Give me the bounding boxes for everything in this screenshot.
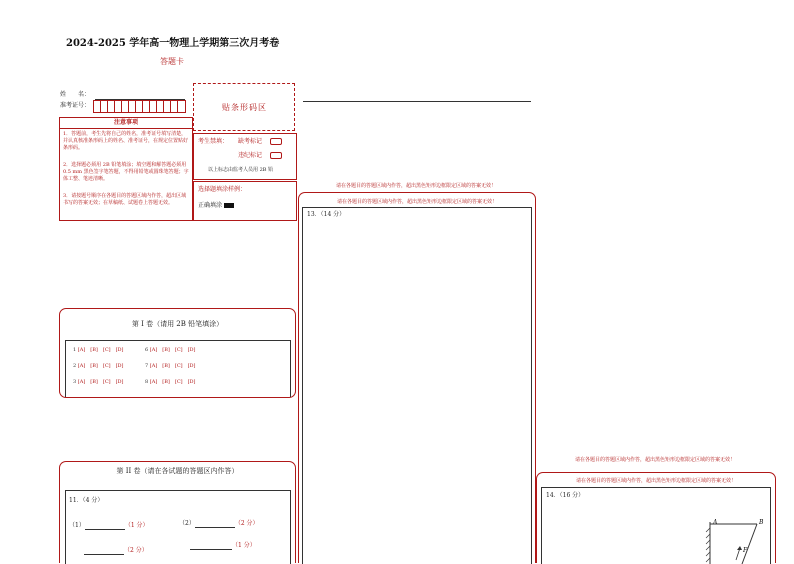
- top-rule: [303, 101, 531, 102]
- label-b: B: [759, 519, 764, 526]
- notes-item-1: 1．答题前，考生先将自己的姓名，准考证号填写清楚，并认真核准条形码上的姓名、准考证号，在规定位置贴好条形码。: [63, 131, 189, 151]
- q13-warning-inside: 请在各题目的答题区域内作答，超出黑色矩形边框限定区域的答案无效！: [336, 199, 497, 205]
- q11-answer-box: [65, 490, 291, 564]
- label-f: F: [743, 547, 748, 554]
- notes-item-2: 2．选择题必须用 2B 铅笔填涂；填空题和解答题必须用 0.5 mm 黑色签字笔答题，不得用铅笔或圆珠笔答题；字体工整、笔迹清晰。: [63, 162, 189, 182]
- question-number: 3: [73, 379, 77, 385]
- filled-bubble-icon: [224, 203, 234, 208]
- question-number: 6: [145, 347, 149, 353]
- q11-label: 11．（4 分）: [69, 497, 104, 504]
- barcode-label: 贴条形码区: [222, 103, 267, 112]
- q11-part-2[interactable]: [179, 519, 259, 528]
- question-number: 8: [145, 379, 149, 385]
- q13-warning-outside: 请在各题目的答题区域内作答，超出黑色矩形边框限定区域的答案无效！: [335, 183, 496, 189]
- q13-answer-box[interactable]: [302, 207, 532, 564]
- q11-blank-1[interactable]: [85, 521, 125, 530]
- id-label: 准考证号：: [60, 102, 91, 109]
- fill-example-box: [193, 181, 297, 221]
- exam-id-field[interactable]: [93, 100, 186, 113]
- q11-blank-3[interactable]: [84, 546, 124, 555]
- answer-row-3[interactable]: [73, 379, 124, 386]
- status-note: 以上标志由监考人员用 2B 铅: [208, 167, 274, 173]
- page-title: 2024-2025 学年高一物理上学期第三次月考卷: [66, 38, 280, 49]
- q11-score-3: （2 分）: [124, 547, 148, 554]
- absent-checkbox[interactable]: [270, 138, 282, 145]
- answer-card-subtitle: 答题卡: [160, 57, 184, 66]
- q11-part-3[interactable]: [84, 546, 148, 555]
- section-2-title: 第 II 卷（请在各试题的答题区内作答）: [116, 467, 239, 475]
- answer-row-8[interactable]: [145, 379, 196, 386]
- violation-mark-label: 违纪标记: [238, 152, 263, 159]
- violation-mark[interactable]: [238, 152, 282, 160]
- answer-row-7[interactable]: [145, 363, 196, 370]
- q11-blank-4[interactable]: [190, 541, 232, 550]
- barcode-area: [193, 83, 295, 131]
- answer-options[interactable]: [A] [B] [C] [D]: [149, 379, 196, 385]
- q11-part-1[interactable]: [69, 521, 149, 530]
- q14-answer-box[interactable]: [541, 487, 771, 564]
- section-1-box: [59, 308, 296, 398]
- answer-options[interactable]: [A] [B] [C] [D]: [77, 379, 124, 385]
- question-number: 1: [73, 347, 77, 353]
- notes-title: 注意事项: [113, 119, 138, 126]
- correct-fill-label: 正确填涂: [198, 202, 223, 209]
- answer-options[interactable]: [A] [B] [C] [D]: [149, 347, 196, 353]
- q11-score-1: （1 分）: [124, 522, 149, 529]
- notes-title-rule: [60, 128, 192, 129]
- q11-part-1-label: （1）: [69, 522, 85, 529]
- q14-outer-box: [536, 472, 776, 563]
- q11-blank-2[interactable]: [195, 519, 235, 528]
- q11-part-2-label: （2）: [179, 520, 195, 527]
- section-2-box: [59, 461, 296, 563]
- correct-fill: [198, 202, 234, 210]
- answer-options[interactable]: [A] [B] [C] [D]: [77, 363, 124, 369]
- q14-warning-outside: 请在各题目的答题区域内作答，超出黑色矩形边框限定区域的答案无效！: [574, 457, 735, 463]
- answer-row-6[interactable]: [145, 347, 196, 354]
- choice-grid: [65, 340, 291, 397]
- label-a: A: [713, 519, 718, 526]
- fill-example-label: 选择题填涂样例：: [198, 186, 247, 193]
- answer-options[interactable]: [A] [B] [C] [D]: [77, 347, 124, 353]
- notes-box: [59, 117, 193, 221]
- answer-options[interactable]: [A] [B] [C] [D]: [149, 363, 196, 369]
- q14-label: 14．（16 分）: [546, 492, 585, 499]
- answer-row-2[interactable]: [73, 363, 124, 370]
- status-box: [193, 133, 297, 180]
- q13-outer-box: [298, 192, 536, 563]
- q14-warning-inside: 请在各题目的答题区域内作答，超出黑色矩形边框限定区域的答案无效！: [575, 478, 736, 484]
- q13-label: 13．（14 分）: [307, 211, 346, 218]
- wall-bracket-figure: [704, 518, 768, 564]
- violation-checkbox[interactable]: [270, 152, 282, 159]
- question-number: 2: [73, 363, 77, 369]
- answer-row-1[interactable]: [73, 347, 124, 354]
- name-label: 姓 名：: [60, 91, 91, 98]
- q11-score-4: （1 分）: [232, 542, 256, 549]
- notes-item-3: 3．请按题号顺序在各题目的答题区域内作答，超出区域书写的答案无效；在草稿纸、试题卷上答题无效。: [63, 193, 187, 206]
- absent-mark-label: 缺考标记: [238, 138, 263, 145]
- q11-part-4[interactable]: [190, 541, 256, 550]
- exam-id-cells: [94, 101, 185, 112]
- question-number: 7: [145, 363, 149, 369]
- status-label: 考生禁填：: [198, 138, 229, 145]
- absent-mark[interactable]: [238, 138, 282, 146]
- q11-score-2: （2 分）: [234, 520, 259, 527]
- section-1-title: 第 I 卷（请用 2B 铅笔填涂）: [131, 320, 224, 328]
